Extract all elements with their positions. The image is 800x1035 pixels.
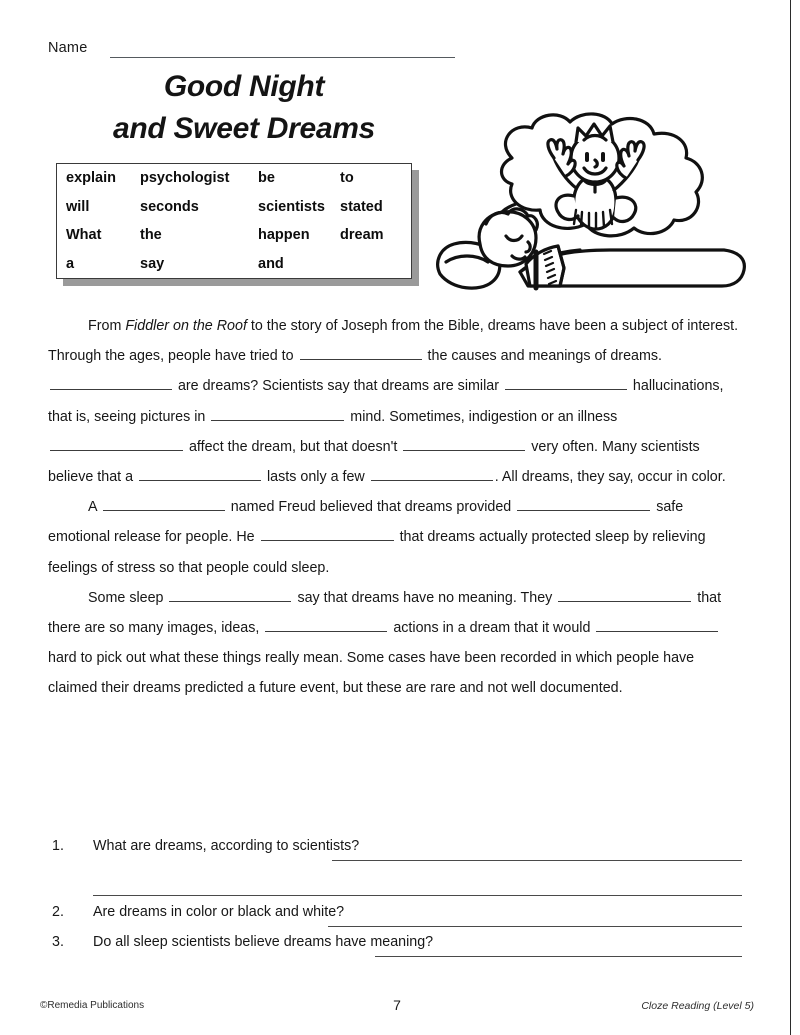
cloze-blank[interactable]: [50, 435, 183, 451]
publisher-credit: ©Remedia Publications: [40, 1000, 145, 1011]
word-bank-cell: [340, 250, 413, 279]
sleeping-child-dream-cloud-icon: [424, 112, 760, 300]
question-item-1-answer-line-2: [52, 868, 742, 904]
passage-text: actions in a dream that it would: [389, 620, 595, 637]
word-bank-cell: will: [66, 198, 90, 215]
passage-paragraph-1: [48, 311, 740, 492]
word-bank-cell: explain: [66, 170, 116, 187]
page-title: [58, 66, 430, 150]
question-text: Do all sleep scientists believe dreams have meaning?: [93, 934, 434, 950]
word-bank-cell: say: [140, 255, 165, 272]
table-row: [57, 164, 413, 193]
word-bank-cell: dream: [340, 227, 384, 244]
passage-text: lasts only a few: [263, 469, 369, 486]
cloze-blank[interactable]: [103, 495, 225, 511]
word-bank-cell: psychologist: [140, 170, 230, 187]
cloze-blank[interactable]: [558, 586, 691, 602]
name-row: [48, 40, 468, 62]
passage-text: the causes and meanings of dreams.: [423, 348, 662, 365]
word-bank-box: [56, 163, 412, 279]
cloze-blank[interactable]: [261, 525, 394, 541]
cloze-blank[interactable]: [169, 586, 291, 602]
cloze-passage: [48, 311, 740, 704]
answer-line[interactable]: [375, 956, 742, 957]
passage-text: mind. Sometimes, indigestion or an illness: [346, 408, 618, 425]
question-text: What are dreams, according to scientists?: [93, 838, 360, 854]
answer-line[interactable]: [93, 895, 742, 896]
word-bank: [56, 163, 412, 279]
word-bank-cell: a: [66, 255, 75, 272]
word-bank-cell: the: [140, 227, 162, 244]
cloze-blank[interactable]: [139, 465, 261, 481]
word-bank-cell: be: [258, 170, 275, 187]
cloze-blank[interactable]: [596, 616, 718, 632]
cloze-blank[interactable]: [517, 495, 650, 511]
question-text: Are dreams in color or black and white?: [93, 904, 345, 920]
passage-text: named Freud believed that dreams provided: [226, 499, 516, 516]
answer-line[interactable]: [332, 860, 742, 861]
question-number: 2.: [52, 904, 64, 920]
word-bank-cell: seconds: [140, 198, 199, 215]
series-label: Cloze Reading (Level 5): [641, 1000, 754, 1012]
cloze-blank[interactable]: [403, 435, 525, 451]
passage-text: safe emotional release for people. He: [48, 499, 684, 546]
passage-text: that there are so many images, ideas,: [48, 589, 722, 637]
word-bank-cell: scientists: [258, 198, 325, 215]
passage-text: are dreams? Scientists say that dreams are similar: [174, 378, 503, 395]
passage-text: From: [88, 318, 126, 334]
page-title-line-2: and Sweet Dreams: [113, 112, 375, 145]
passage-text: say that dreams have no meaning. They: [293, 589, 557, 606]
word-bank-cell: happen: [258, 227, 310, 244]
name-label: Name: [48, 40, 88, 56]
cloze-blank[interactable]: [300, 344, 422, 360]
cloze-blank[interactable]: [50, 374, 172, 390]
cloze-blank[interactable]: [371, 465, 493, 481]
passage-text: very often. Many scientists believe that a: [48, 438, 700, 486]
question-number: 3.: [52, 934, 64, 950]
cloze-blank[interactable]: [211, 405, 344, 421]
question-item-3: [52, 934, 742, 964]
passage-text: hallucinations, that is, seeing pictures in: [48, 378, 724, 425]
table-row: [57, 193, 413, 222]
page-title-line-1: Good Night: [163, 70, 325, 103]
cloze-blank[interactable]: [505, 374, 627, 390]
questions-section: [52, 838, 742, 964]
name-write-line[interactable]: [110, 57, 455, 58]
word-bank-cell: and: [258, 255, 284, 272]
word-bank-cell: What: [66, 227, 102, 244]
passage-text: affect the dream, but that doesn't: [185, 438, 402, 455]
passage-text: Some sleep: [88, 589, 168, 606]
table-row: [57, 250, 413, 279]
word-bank-table: [57, 164, 413, 278]
passage-text: hard to pick out what these things really mean. Some cases have been recorded in which people have claimed their dreams predicted a future event, but these are rare and not well documented.: [48, 650, 695, 697]
question-item-1: [52, 838, 742, 868]
passage-text: . All dreams, they say, occur in color.: [494, 469, 726, 486]
question-item-2: [52, 904, 742, 934]
word-bank-cell: to: [340, 170, 354, 187]
answer-line[interactable]: [328, 926, 742, 927]
word-bank-cell: stated: [340, 198, 383, 215]
table-row: [57, 221, 413, 250]
cloze-blank[interactable]: [265, 616, 387, 632]
work-title-italic: Fiddler on the Roof: [125, 318, 247, 334]
page-right-rule: [790, 0, 791, 1035]
passage-text: A: [88, 499, 101, 516]
page-footer: [40, 997, 754, 1016]
passage-text: that dreams actually protected sleep by relieving feelings of stress so that people could sleep.: [48, 529, 706, 576]
question-number: 1.: [52, 838, 64, 854]
passage-text: to the story of Joseph from the Bible, dreams have been a subject of interest. Through the ages, people have tried to: [48, 318, 739, 365]
passage-paragraph-3: [48, 583, 740, 704]
passage-paragraph-2: [48, 492, 740, 583]
page-number: 7: [393, 997, 401, 1013]
